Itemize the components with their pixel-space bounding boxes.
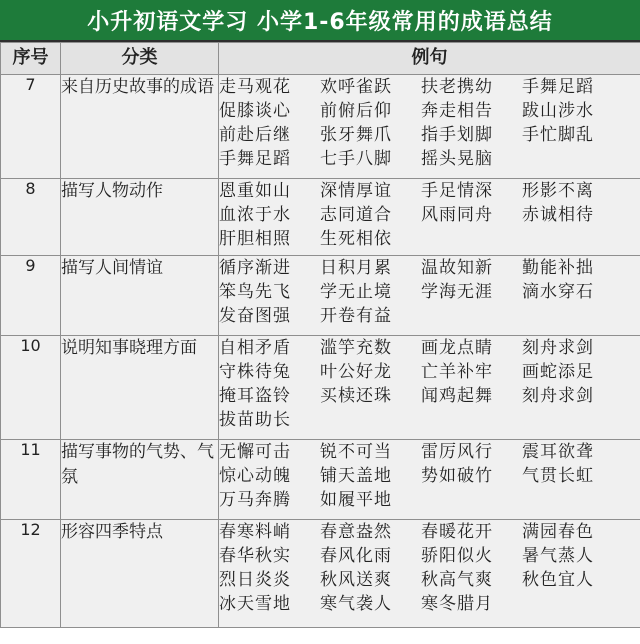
table-row xyxy=(1,256,640,336)
idiom: 生死相依 xyxy=(320,229,392,249)
table-row xyxy=(1,179,640,256)
idiom: 自相矛盾 xyxy=(219,338,291,358)
idiom: 刻舟求剑 xyxy=(522,338,594,358)
idiom: 学海无涯 xyxy=(421,282,493,302)
idiom: 画龙点睛 xyxy=(421,338,493,358)
idiom: 掩耳盗铃 xyxy=(219,386,291,406)
idiom-table xyxy=(0,42,640,628)
idiom: 肝胆相照 xyxy=(219,229,291,249)
idiom: 前赴后继 xyxy=(219,125,291,145)
idiom: 恩重如山 xyxy=(219,181,291,201)
header-row xyxy=(1,43,640,75)
row-examples xyxy=(219,520,640,628)
idiom: 张牙舞爪 xyxy=(320,125,392,145)
idiom: 买椟还珠 xyxy=(320,386,392,406)
idiom: 走马观花 xyxy=(219,77,291,97)
idiom: 春暖花开 xyxy=(421,522,493,542)
idiom: 锐不可当 xyxy=(320,442,392,462)
idiom: 志同道合 xyxy=(320,205,392,225)
idiom: 学无止境 xyxy=(320,282,392,302)
table-row xyxy=(1,440,640,520)
row-number: 7 xyxy=(1,75,61,179)
idiom: 形影不离 xyxy=(522,181,594,201)
idiom: 风雨同舟 xyxy=(421,205,493,225)
row-examples xyxy=(219,179,640,256)
idiom: 秋风送爽 xyxy=(320,570,392,590)
idiom: 气贯长虹 xyxy=(522,466,594,486)
idiom: 扶老携幼 xyxy=(421,77,493,97)
idiom: 闻鸡起舞 xyxy=(421,386,493,406)
idiom-grid xyxy=(219,179,640,251)
idiom: 惊心动魄 xyxy=(219,466,291,486)
idiom: 温故知新 xyxy=(421,258,493,278)
idiom: 前俯后仰 xyxy=(320,101,392,121)
idiom-grid xyxy=(219,75,640,171)
idiom: 滴水穿石 xyxy=(522,282,594,302)
row-number: 8 xyxy=(1,179,61,256)
idiom-grid xyxy=(219,520,640,616)
idiom: 寒冬腊月 xyxy=(421,594,493,614)
idiom: 深情厚谊 xyxy=(320,181,392,201)
idiom: 手忙脚乱 xyxy=(522,125,594,145)
idiom: 暑气蒸人 xyxy=(522,546,594,566)
row-examples xyxy=(219,336,640,440)
row-category: 描写人间情谊 xyxy=(61,256,219,336)
idiom-grid xyxy=(219,440,640,512)
row-examples xyxy=(219,256,640,336)
row-examples xyxy=(219,440,640,520)
idiom: 赤诚相待 xyxy=(522,205,594,225)
idiom: 手舞足蹈 xyxy=(522,77,594,97)
header-examples: 例句 xyxy=(219,43,640,75)
idiom: 雷厉风行 xyxy=(421,442,493,462)
idiom: 春意盎然 xyxy=(320,522,392,542)
table-row xyxy=(1,75,640,179)
idiom-grid xyxy=(219,256,640,328)
idiom: 指手划脚 xyxy=(421,125,493,145)
row-number: 12 xyxy=(1,520,61,628)
row-category: 说明知事晓理方面 xyxy=(61,336,219,440)
header-category: 分类 xyxy=(61,43,219,75)
idiom: 寒气袭人 xyxy=(320,594,392,614)
idiom: 跋山涉水 xyxy=(522,101,594,121)
idiom: 春华秋实 xyxy=(219,546,291,566)
idiom: 奔走相告 xyxy=(421,101,493,121)
idiom: 画蛇添足 xyxy=(522,362,594,382)
idiom: 万马奔腾 xyxy=(219,490,291,510)
row-number: 11 xyxy=(1,440,61,520)
idiom-grid xyxy=(219,336,640,432)
idiom: 势如破竹 xyxy=(421,466,493,486)
idiom: 血浓于水 xyxy=(219,205,291,225)
idiom: 秋高气爽 xyxy=(421,570,493,590)
idiom: 滥竽充数 xyxy=(320,338,392,358)
idiom: 骄阳似火 xyxy=(421,546,493,566)
idiom: 满园春色 xyxy=(522,522,594,542)
row-category: 描写事物的气势、气氛 xyxy=(61,440,219,520)
idiom: 春风化雨 xyxy=(320,546,392,566)
row-number: 10 xyxy=(1,336,61,440)
idiom: 如履平地 xyxy=(320,490,392,510)
row-category: 描写人物动作 xyxy=(61,179,219,256)
idiom: 欢呼雀跃 xyxy=(320,77,392,97)
header-num: 序号 xyxy=(1,43,61,75)
idiom: 循序渐进 xyxy=(219,258,291,278)
idiom: 笨鸟先飞 xyxy=(219,282,291,302)
idiom: 勤能补拙 xyxy=(522,258,594,278)
idiom: 叶公好龙 xyxy=(320,362,392,382)
row-category: 形容四季特点 xyxy=(61,520,219,628)
idiom: 守株待兔 xyxy=(219,362,291,382)
row-examples xyxy=(219,75,640,179)
idiom: 震耳欲聋 xyxy=(522,442,594,462)
table-row xyxy=(1,520,640,628)
idiom: 无懈可击 xyxy=(219,442,291,462)
idiom: 促膝谈心 xyxy=(219,101,291,121)
idiom: 手足情深 xyxy=(421,181,493,201)
idiom: 手舞足蹈 xyxy=(219,149,291,169)
idiom: 发奋图强 xyxy=(219,306,291,326)
idiom: 秋色宜人 xyxy=(522,570,594,590)
idiom: 开卷有益 xyxy=(320,306,392,326)
idiom: 烈日炎炎 xyxy=(219,570,291,590)
idiom: 摇头晃脑 xyxy=(421,149,493,169)
idiom: 七手八脚 xyxy=(320,149,392,169)
page-title: 小升初语文学习 小学1-6年级常用的成语总结 xyxy=(0,0,640,42)
row-number: 9 xyxy=(1,256,61,336)
idiom: 铺天盖地 xyxy=(320,466,392,486)
row-category: 来自历史故事的成语 xyxy=(61,75,219,179)
idiom: 日积月累 xyxy=(320,258,392,278)
idiom: 春寒料峭 xyxy=(219,522,291,542)
idiom: 冰天雪地 xyxy=(219,594,291,614)
idiom: 亡羊补牢 xyxy=(421,362,493,382)
table-row xyxy=(1,336,640,440)
idiom: 拔苗助长 xyxy=(219,410,291,430)
idiom: 刻舟求剑 xyxy=(522,386,594,406)
